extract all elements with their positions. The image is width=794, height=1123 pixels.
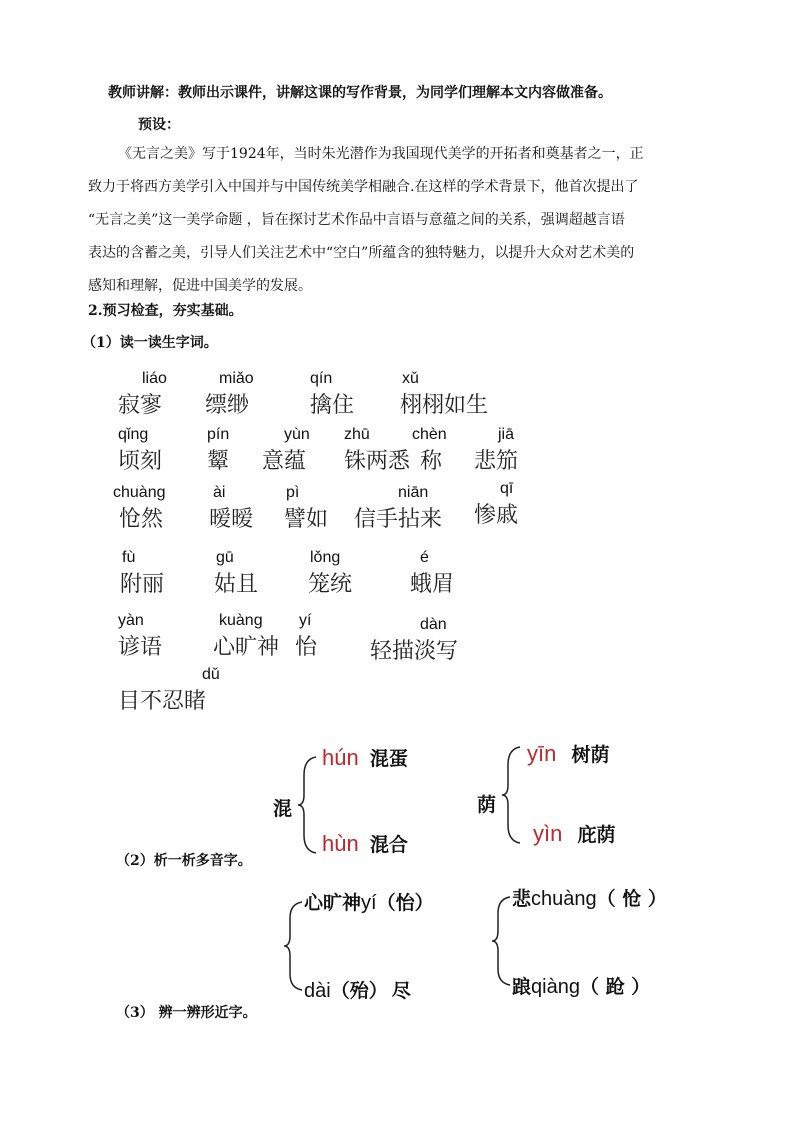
char-plain: 丽 [142, 572, 165, 597]
char-target: 称 [420, 449, 443, 474]
pinyin: qǐng [118, 426, 149, 443]
pinyin-answer: hún [322, 745, 359, 770]
answer-char: 殆 [349, 980, 369, 1002]
polyphone-item [322, 744, 408, 771]
pinyin: dǔ [202, 666, 220, 683]
pinyin: dàn [420, 616, 447, 633]
similar-item [304, 976, 411, 1003]
vocab-item [214, 549, 258, 598]
char-plain: 然 [141, 507, 164, 532]
char-plain: 缥 [205, 393, 228, 418]
char-target: 笼 [308, 572, 331, 597]
background-paragraph-line-5: 感知和理解，促进中国美学的发展。 [88, 278, 312, 294]
word: 庇荫 [577, 824, 616, 846]
pinyin: qiàng [531, 976, 580, 998]
pinyin: dài [304, 980, 331, 1002]
char-plain: 且 [236, 572, 259, 597]
char-plain: 两悉 [366, 449, 411, 474]
vocab-item [120, 549, 164, 598]
left-brace-icon [282, 900, 306, 992]
char-target: 拈 [398, 507, 421, 532]
char-target: 笳 [496, 449, 519, 474]
vocab-item [118, 426, 162, 475]
char-plain: 信手 [354, 507, 399, 532]
word: 混蛋 [369, 748, 408, 770]
char-plain: 如 [306, 507, 329, 532]
char-target: 旷 [235, 635, 258, 660]
vocab-item [295, 612, 317, 661]
char-target: 缈 [227, 393, 250, 418]
pinyin: yí [299, 612, 312, 629]
pinyin: chuàng [531, 888, 597, 910]
bracket: ） [641, 888, 667, 910]
word: 树荫 [571, 744, 610, 766]
vocab-item [474, 426, 518, 475]
left-brace-icon [296, 755, 320, 855]
similar-item [512, 884, 667, 911]
left-brace-icon [500, 745, 524, 845]
bracket: ） [624, 976, 651, 998]
char-target: 姑 [214, 572, 237, 597]
teacher-explanation: 教师讲解：教师出示课件，讲解这课的写作背景，为同学们理解本文内容做准备。 [108, 85, 612, 101]
vocab-item [262, 426, 310, 475]
word: 悲 [512, 888, 532, 910]
char-plain: 住 [332, 393, 355, 418]
char-plain: 心 [213, 635, 236, 660]
preset-label: 预设： [138, 117, 180, 133]
char-target: 淡 [414, 639, 437, 664]
pinyin: pì [286, 484, 300, 501]
pinyin: qín [310, 370, 333, 387]
vocab-item [205, 370, 254, 419]
word: 心旷神 [304, 892, 362, 914]
char-target: 暧 [209, 507, 232, 532]
background-paragraph-line-1: 《无言之美》写于1924年，当时朱光潜作为我国现代美学的开拓者和奠基者之一，正 [118, 146, 644, 162]
pinyin-answer: yīn [527, 741, 557, 766]
bracket: ） [414, 892, 434, 914]
char-plain: 写 [436, 639, 459, 664]
bracket: （ [579, 976, 606, 998]
vocab-item [344, 426, 410, 475]
vocab-item [308, 549, 352, 598]
vocab-item [370, 616, 458, 665]
vocab-item [354, 484, 442, 533]
vocab-item [213, 612, 279, 661]
char-plain: 寂 [118, 393, 141, 418]
bracket: （ [596, 888, 623, 910]
char-target: 擒 [310, 393, 333, 418]
answer-char: 跄 [605, 976, 625, 998]
bracket: （ [330, 980, 350, 1002]
pinyin: zhū [344, 426, 370, 443]
pinyin: xǔ [402, 370, 419, 387]
pinyin: ài [213, 484, 226, 501]
char-plain: 惨 [474, 503, 497, 528]
char-target: 寥 [140, 393, 163, 418]
pinyin: yùn [284, 426, 310, 443]
char-plain: 暧 [231, 507, 254, 532]
answer-char: 怡 [395, 892, 415, 914]
char-plain: 栩如生 [422, 393, 489, 418]
polyphone-item [527, 740, 609, 767]
background-paragraph-line-2: 致力于将西方美学引入中国并与中国传统美学相融合.在这样的学术背景下，他首次提出了 [88, 179, 639, 195]
char-plain: 意 [262, 449, 285, 474]
left-brace-icon [490, 895, 514, 987]
pinyin: chèn [412, 426, 447, 443]
pinyin-answer: yìn [533, 821, 563, 846]
vocab-item [412, 426, 447, 475]
vocab-item [410, 549, 454, 598]
word: 尽 [391, 980, 411, 1002]
polyphone-item [533, 820, 615, 847]
section-2-title: 2.预习检查，夯实基础。 [88, 303, 243, 319]
char-plain: 来 [420, 507, 443, 532]
answer-char: 怆 [622, 888, 642, 910]
pinyin: liáo [142, 370, 167, 387]
pinyin: gū [216, 549, 234, 566]
char-target: 附 [120, 572, 143, 597]
vocab-item [310, 370, 354, 419]
vocab-item [118, 370, 167, 419]
pinyin: chuàng [113, 484, 166, 501]
vocab-item [118, 612, 162, 661]
similar-item [304, 888, 434, 915]
word: 踉 [512, 976, 532, 998]
similar-item [512, 972, 650, 999]
pinyin-answer: hùn [322, 831, 359, 856]
background-paragraph-line-4: 表达的含蓄之美，引导人们关注艺术中“空白”所蕴含的独特魅力，以提升大众对艺术美的 [88, 245, 635, 261]
char-target: 怆 [119, 507, 142, 532]
char-plain: 轻描 [370, 639, 415, 664]
char-plain: 目不忍 [118, 689, 185, 714]
polyphone-item [322, 830, 408, 857]
char-plain: 悲 [474, 449, 497, 474]
subsection-3-title: （3） 辨一辨形近字。 [116, 1005, 257, 1021]
pinyin: lǒng [310, 549, 341, 566]
char-target: 谚 [118, 635, 141, 660]
pinyin: qī [500, 480, 514, 497]
word: 混合 [369, 834, 408, 856]
bracket: ） [368, 980, 388, 1002]
vocab-item [284, 484, 328, 533]
polyphone-char-hun: 混 [273, 798, 293, 820]
subsection-2-title: （2）析一析多音字。 [116, 853, 252, 869]
char-target: 蕴 [284, 449, 307, 474]
pinyin: yí [361, 892, 377, 914]
char-target: 颦 [207, 449, 230, 474]
char-target: 戚 [496, 503, 519, 528]
char-target: 怡 [295, 635, 318, 660]
vocab-item [118, 666, 220, 715]
vocab-item [209, 484, 253, 533]
char-target: 蛾 [410, 572, 433, 597]
char-target: 栩 [400, 393, 423, 418]
pinyin: jiā [498, 426, 515, 443]
vocab-item [400, 370, 488, 419]
pinyin: niān [398, 484, 429, 501]
char-target: 譬 [284, 507, 307, 532]
char-target: 睹 [184, 689, 207, 714]
bracket: （ [376, 892, 396, 914]
polyphone-char-yin: 荫 [477, 794, 497, 816]
char-plain: 统 [330, 572, 353, 597]
pinyin: yàn [118, 612, 144, 629]
char-target: 顷 [118, 449, 141, 474]
pinyin: kuàng [219, 612, 263, 629]
vocab-item [474, 480, 518, 529]
pinyin: miǎo [219, 370, 254, 387]
char-plain: 语 [140, 635, 163, 660]
subsection-1-title: （1）读一读生字词。 [82, 335, 218, 351]
background-paragraph-line-3: “无言之美”这一美学命题 ，旨在探讨艺术作品中言语与意蕴之间的关系，强调超越言语 [88, 212, 625, 228]
char-plain: 刻 [140, 449, 163, 474]
vocab-item [207, 426, 229, 475]
pinyin: fù [122, 549, 136, 566]
pinyin: é [420, 549, 429, 566]
char-target: 铢 [344, 449, 367, 474]
char-plain: 眉 [432, 572, 455, 597]
vocab-item [113, 484, 166, 533]
char-plain: 神 [257, 635, 280, 660]
pinyin: pín [207, 426, 230, 443]
